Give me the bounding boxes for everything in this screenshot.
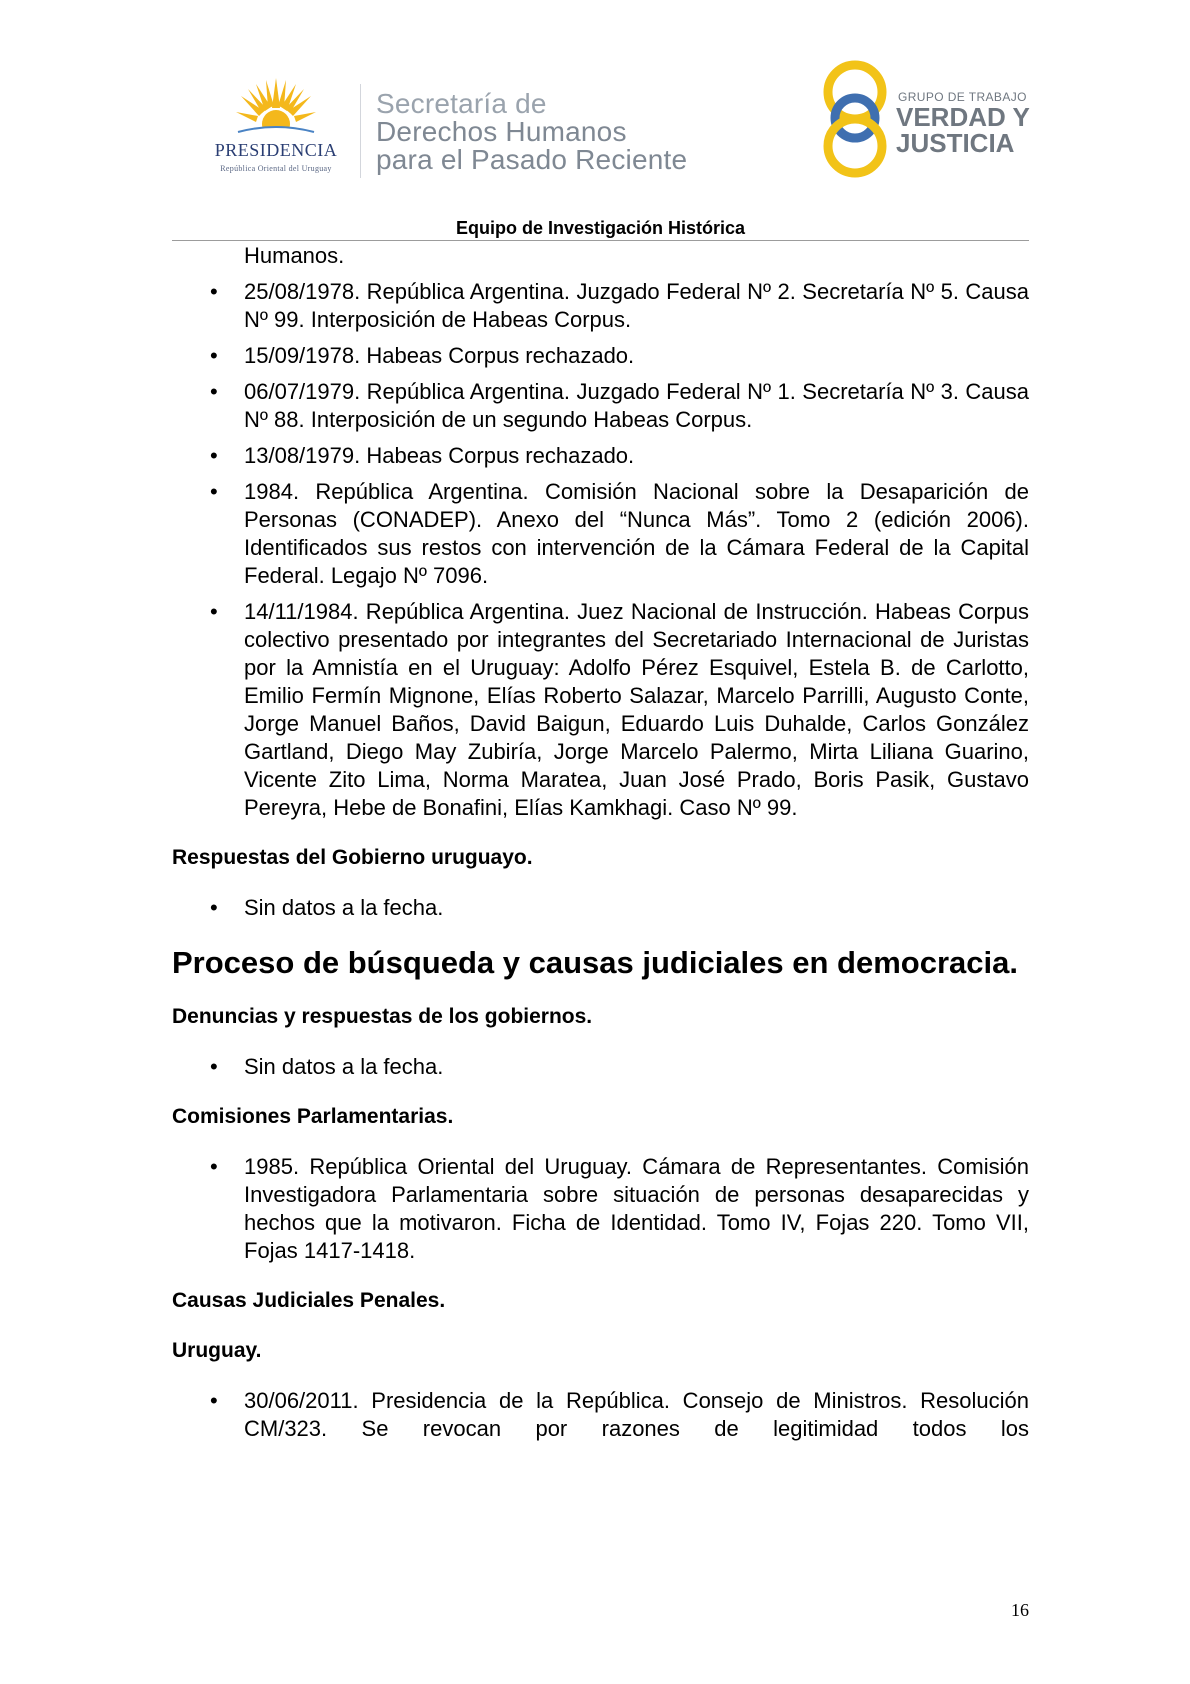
secretaria-line-1: Secretaría de [376, 88, 547, 119]
section-heading: Proceso de búsqueda y causas judiciales en democracia. [172, 945, 1018, 980]
presidencia-wordmark: PRESIDENCIA [214, 140, 338, 160]
logo-divider [360, 84, 361, 178]
gtvj-justicia-label: JUSTICIA [896, 128, 1015, 158]
bullet-icon: • [210, 1054, 218, 1079]
denuncias-list [172, 1053, 1029, 1081]
presidencia-subtitle: República Oriental del Uruguay [220, 164, 332, 173]
page-number: 16 [1011, 1600, 1029, 1620]
bullet-icon: • [210, 895, 218, 920]
bullet-icon: • [210, 1154, 218, 1179]
list-item [172, 1153, 1029, 1265]
bullet-icon: • [210, 279, 218, 304]
list-item [172, 278, 1029, 334]
header-rule [172, 240, 1029, 241]
event-list [172, 278, 1029, 822]
list-item-text: 13/08/1979. Habeas Corpus rechazado. [244, 443, 635, 468]
bullet-icon: • [210, 343, 218, 368]
gtvj-verdad-label: VERDAD Y [896, 102, 1030, 132]
list-item [172, 442, 1029, 470]
secretaria-title [376, 90, 687, 174]
bullet-icon: • [210, 379, 218, 404]
list-item-text: 06/07/1979. República Argentina. Juzgado Federal Nº 1. Secretaría Nº 3. Causa Nº 88. Interposición de un segundo Habeas Corpus. [244, 379, 1029, 432]
list-item [172, 894, 1029, 922]
list-item-text: 1984. República Argentina. Comisión Nacional sobre la Desaparición de Personas (CONADEP). Anexo del “Nunca Más”. Tomo 2 (edición 2006). Identificados sus restos con intervención de la Cámara Federal de la Capital Federal. Legajo Nº 7096. [244, 479, 1029, 588]
bullet-icon: • [210, 443, 218, 468]
verdad-justicia-logo [820, 56, 1030, 180]
uruguay-list [172, 1387, 1029, 1443]
document-body [172, 242, 1029, 1451]
list-item-text: 30/06/2011. Presidencia de la República. Consejo de Ministros. Resolución CM/323. Se revocan por razones de legitimidad todos los [244, 1388, 1029, 1441]
list-item-text: 14/11/1984. República Argentina. Juez Nacional de Instrucción. Habeas Corpus colectivo presentado por integrantes del Secretariado Internacional de Juristas por la Amnistía en el Uruguay: Adolfo Pérez Esquivel, Estela B. de Carlotto, Emilio Fermín Mignone, Elías Roberto Salazar, Marcelo Parrilli, Augusto Conte, Jorge Manuel Baños, David Baigun, Eduardo Luis Duhalde, Carlos González Gartland, Diego May Zubiría, Jorge Marcelo Palermo, Mirta Liliana Guarino, Vicente Zito Lima, Norma Maratea, Juan José Prado, Boris Pasik, Gustavo Pereyra, Hebe de Bonafini, Elías Kamkhagi. Caso Nº 99. [244, 599, 1029, 820]
heading-respuestas: Respuestas del Gobierno uruguayo. [172, 846, 533, 869]
heading-causas: Causas Judiciales Penales. [172, 1289, 446, 1312]
list-item [172, 478, 1029, 590]
list-item [172, 598, 1029, 822]
list-item-text: Sin datos a la fecha. [244, 895, 444, 920]
continuation-text: Humanos. [244, 243, 345, 268]
comisiones-list [172, 1153, 1029, 1265]
secretaria-line-3: para el Pasado Reciente [376, 144, 688, 175]
list-item-text: 25/08/1978. República Argentina. Juzgado Federal Nº 2. Secretaría Nº 5. Causa Nº 99. Interposición de Habeas Corpus. [244, 279, 1029, 332]
list-item [172, 1387, 1029, 1443]
bullet-icon: • [210, 599, 218, 624]
list-item [172, 1053, 1029, 1081]
presidencia-logo [196, 78, 356, 178]
list-item-text: 1985. República Oriental del Uruguay. Cámara de Representantes. Comisión Investigadora Parlamentaria sobre situación de personas desaparecidas y hechos que la motivaron. Ficha de Identidad. Tomo IV, Fojas 220. Tomo VII, Fojas 1417-1418. [244, 1154, 1029, 1263]
team-title: Equipo de Investigación Histórica [455, 218, 746, 238]
list-item-text: Sin datos a la fecha. [244, 1054, 444, 1079]
bullet-icon: • [210, 1388, 218, 1413]
secretaria-line-2: Derechos Humanos [376, 116, 627, 147]
heading-comisiones: Comisiones Parlamentarias. [172, 1105, 454, 1128]
list-item [172, 378, 1029, 434]
respuestas-list [172, 894, 1029, 922]
gtvj-grupo-label: GRUPO DE TRABAJO [898, 90, 1027, 104]
bullet-icon: • [210, 479, 218, 504]
sun-icon [236, 78, 316, 136]
list-item-text: 15/09/1978. Habeas Corpus rechazado. [244, 343, 635, 368]
interlocked-rings-icon [820, 56, 890, 180]
heading-denuncias: Denuncias y respuestas de los gobiernos. [172, 1005, 593, 1028]
heading-uruguay: Uruguay. [172, 1339, 262, 1362]
list-item [172, 342, 1029, 370]
